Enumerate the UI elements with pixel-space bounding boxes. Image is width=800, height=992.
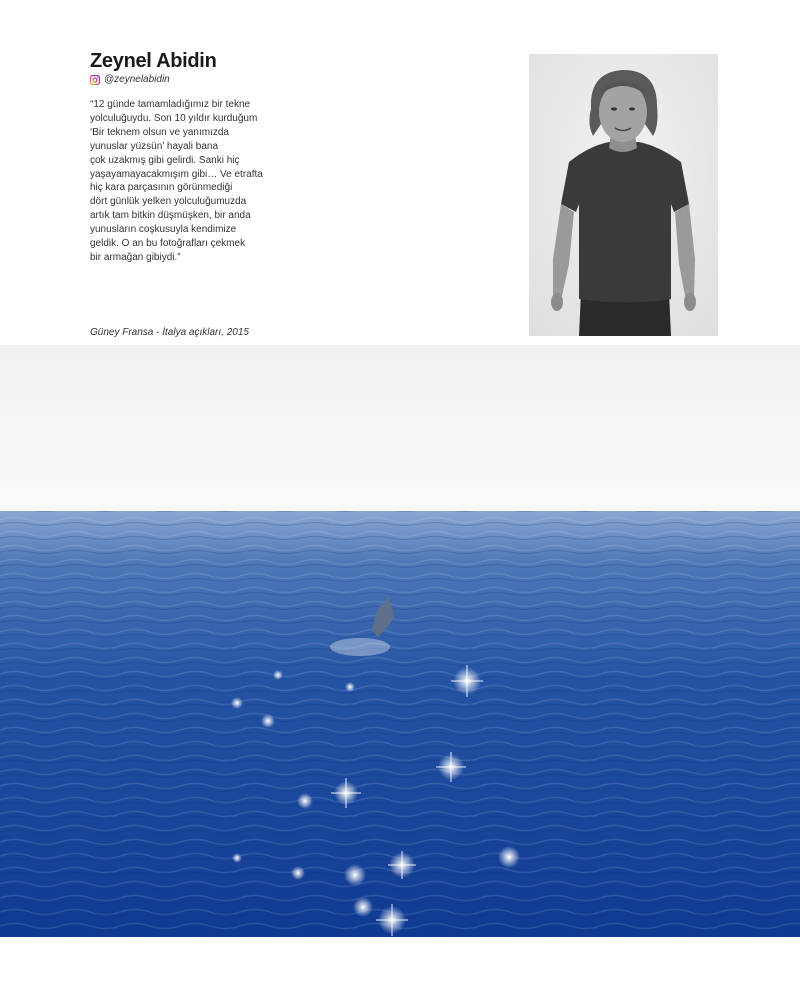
- seascape-photo: [0, 345, 800, 937]
- author-name: Zeynel Abidin: [90, 50, 217, 72]
- quote-text: “12 günde tamamladığımız bir tekne yolculuğuydu. Son 10 yıldır kurduğum ‘Bir teknem olsun ve yanımızda yunuslar yüzsün’ hayali bana çok uzakmış gibi gelirdi. Sanki hiç yaşayamayacakmışım gibi… Ve etrafta hiç kara parçasının görünmediği dört günlük yelken yolculuğumuzda artık tam bitkin düşmüşken, bir anda yunusların coşkusuyla kendimize geldik. O an bu fotoğrafları çekmek bir armağan gibiydi.”: [90, 99, 263, 263]
- instagram-icon: [90, 75, 100, 85]
- photo-caption: Güney Fransa - İtalya açıkları, 2015: [90, 327, 249, 338]
- instagram-handle: @zeynelabidin: [104, 74, 170, 85]
- portrait-photo: [529, 54, 718, 336]
- instagram-handle-row[interactable]: [90, 74, 170, 85]
